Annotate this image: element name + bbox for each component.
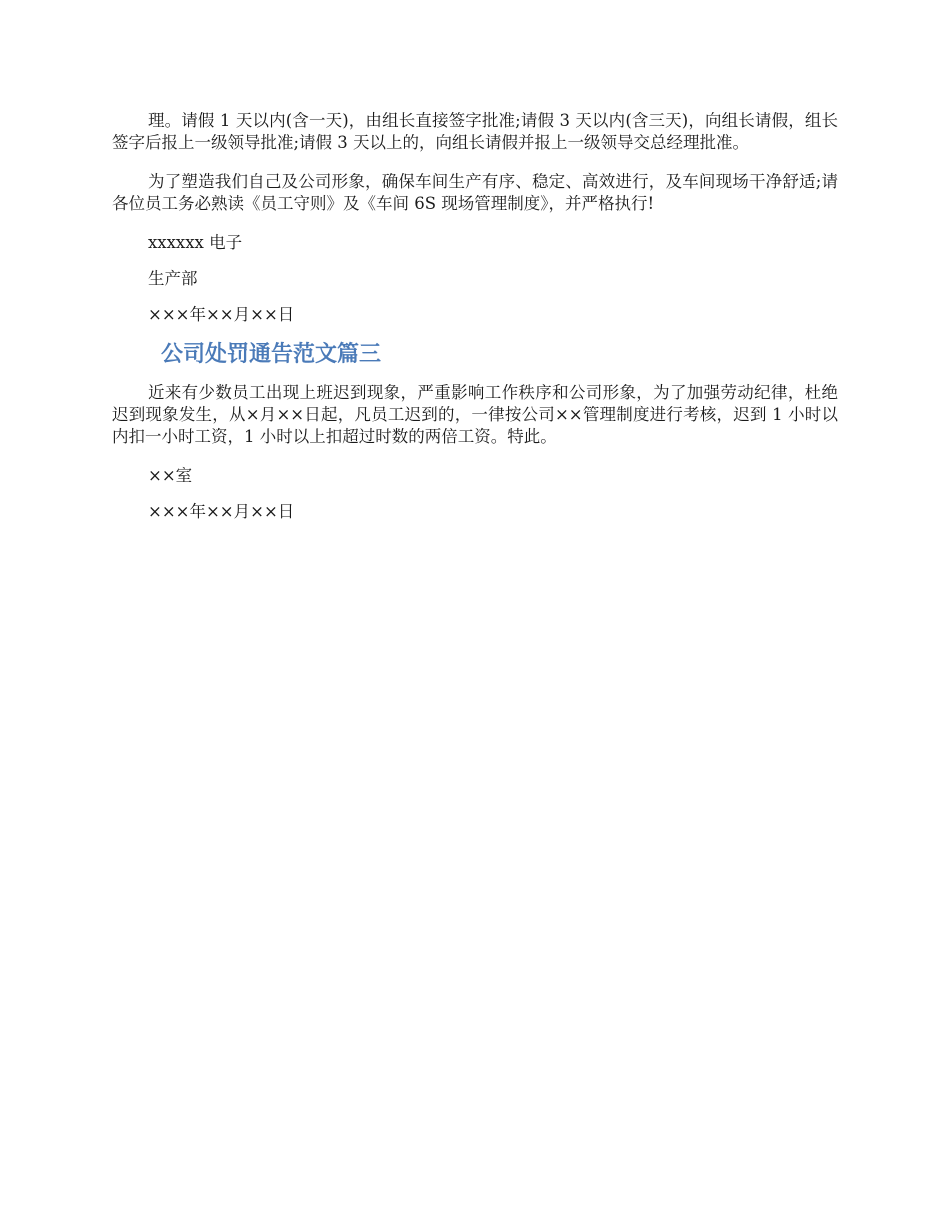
leave-approval-paragraph: 理。请假 1 天以内(含一天)，由组长直接签字批准;请假 3 天以内(含三天)，向组长请假，组长签字后报上一级领导批准;请假 3 天以上的，向组长请假并报上一级领导交总经理批准。	[112, 111, 838, 152]
company-image-paragraph: 为了塑造我们自己及公司形象，确保车间生产有序、稳定、高效进行，及车间现场干净舒适;请各位员工务必熟读《员工守则》及《车间 6S 现场管理制度》，并严格执行!	[112, 172, 838, 213]
signature-office: ××室	[148, 466, 193, 485]
signature-company: xxxxxx 电子	[148, 233, 243, 252]
signature-date: ×××年××月××日	[148, 305, 295, 324]
section-heading: 公司处罚通告范文篇三	[161, 342, 382, 367]
signature-date-2: ×××年××月××日	[148, 502, 295, 521]
document-page	[112, 110, 838, 537]
lateness-notice-paragraph: 近来有少数员工出现上班迟到现象，严重影响工作秩序和公司形象，为了加强劳动纪律，杜绝迟到现象发生，从×月××日起，凡员工迟到的，一律按公司××管理制度进行考核，迟到 1 小时以内扣一小时工资，1 小时以上扣超过时数的两倍工资。特此。	[112, 383, 838, 446]
signature-department: 生产部	[148, 269, 198, 288]
